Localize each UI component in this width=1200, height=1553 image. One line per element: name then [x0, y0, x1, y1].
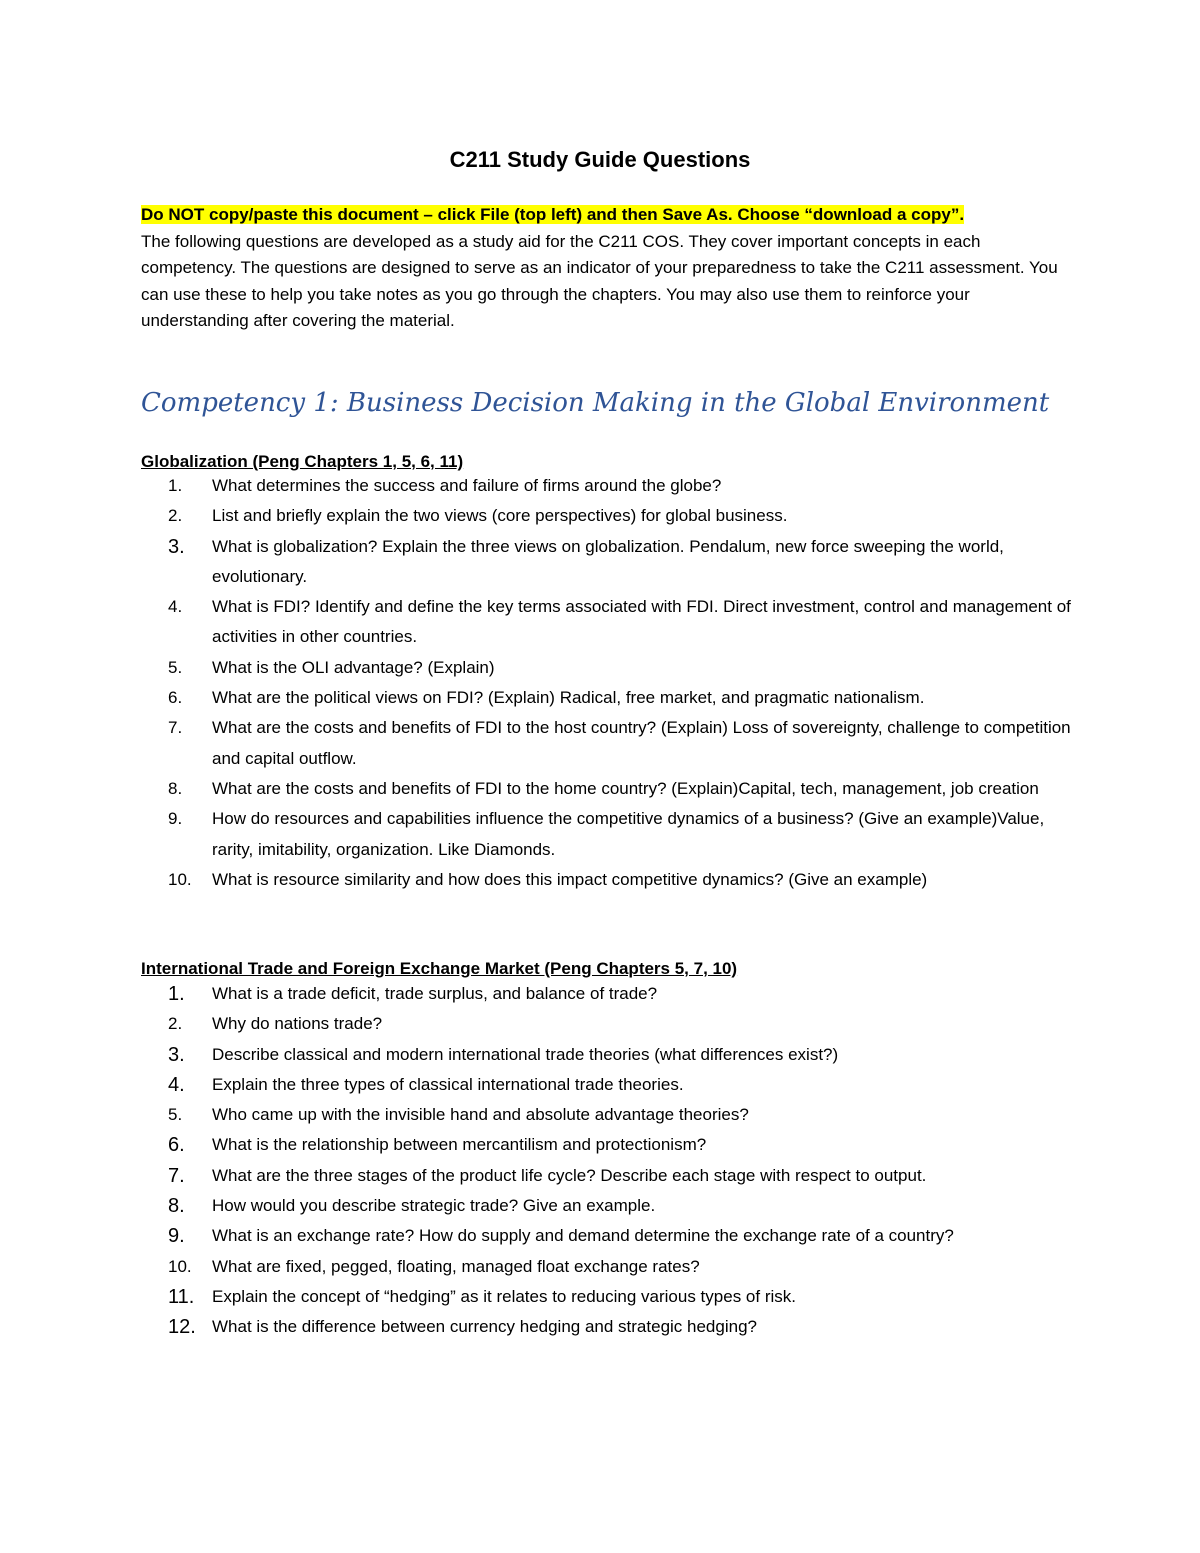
question-item — [141, 501, 1071, 531]
question-number: 4. — [168, 1073, 185, 1096]
question-text: What are the political views on FDI? (Explain) Radical, free market, and pragmatic nationalism. — [212, 688, 925, 708]
question-text: What is globalization? Explain the three views on globalization. Pendalum, new force sweeping the world, evolutionary. — [212, 536, 1004, 586]
question-text: What are the costs and benefits of FDI to the home country? (Explain)Capital, tech, management, job creation — [212, 778, 1039, 798]
question-number: 1. — [168, 983, 185, 1005]
question-text: How would you describe strategic trade? Give an example. — [212, 1196, 656, 1216]
question-item — [141, 1130, 1071, 1160]
question-text: What is a trade deficit, trade surplus, and balance of trade? — [212, 984, 658, 1003]
question-number: 12. — [168, 1316, 196, 1339]
question-item — [141, 471, 1071, 501]
question-item — [141, 774, 1071, 804]
question-text: What is the difference between currency hedging and strategic hedging? — [212, 1317, 757, 1337]
question-item — [141, 1312, 1071, 1342]
question-text: Describe classical and modern international trade theories (what differences exist?) — [212, 1044, 839, 1064]
question-item — [141, 683, 1071, 713]
question-text: What determines the success and failure of firms around the globe? — [212, 476, 722, 495]
question-number: 2. — [168, 1014, 183, 1034]
question-number: 4. — [168, 597, 183, 617]
question-item — [141, 1070, 1071, 1100]
question-number: 3. — [168, 535, 185, 558]
question-item — [141, 1100, 1071, 1130]
section-heading-international-trade: International Trade and Foreign Exchange Market (Peng Chapters 5, 7, 10) — [141, 959, 738, 978]
question-item — [141, 532, 1071, 593]
question-item — [141, 1221, 1071, 1251]
question-text: How do resources and capabilities influence the competitive dynamics of a business? (Give an example)Value, rarity, imitability, organization. Like Diamonds. — [212, 809, 1045, 859]
question-item — [141, 592, 1071, 653]
question-text: What are the three stages of the product life cycle? Describe each stage with respect to output. — [212, 1165, 927, 1185]
question-number: 11. — [168, 1285, 195, 1308]
question-number: 9. — [168, 809, 183, 829]
question-item — [141, 865, 1071, 895]
question-number: 3. — [168, 1043, 185, 1066]
question-number: 9. — [168, 1225, 185, 1248]
question-text: Why do nations trade? — [212, 1014, 383, 1034]
competency-heading: Competency 1: Business Decision Making in the Global Environment — [141, 388, 1050, 418]
copy-notice: Do NOT copy/paste this document – click File (top left) and then Save As. Choose “download a copy”. — [141, 205, 965, 224]
intro-text: The following questions are developed as a study aid for the C211 COS. They cover important concepts in each competency. The questions are designed to serve as an indicator of your preparedness to take the C211 assessment. You can use these to help you take notes as you go through the chapters. You may also use them to reinforce your understanding after covering the material. — [141, 231, 1058, 330]
question-text: List and briefly explain the two views (core perspectives) for global business. — [212, 506, 788, 526]
question-item — [141, 1161, 1071, 1191]
question-text: Explain the three types of classical international trade theories. — [212, 1074, 684, 1094]
question-text: What is resource similarity and how does this impact competitive dynamics? (Give an example) — [212, 869, 928, 889]
question-item — [141, 1040, 1071, 1070]
question-text: Who came up with the invisible hand and absolute advantage theories? — [212, 1105, 749, 1125]
question-item — [141, 653, 1071, 683]
question-item — [141, 1282, 1071, 1312]
question-item — [141, 1191, 1071, 1221]
question-number: 10. — [168, 869, 192, 889]
question-number: 6. — [168, 688, 183, 708]
question-text: What is an exchange rate? How do supply and demand determine the exchange rate of a country? — [212, 1226, 954, 1246]
question-number: 2. — [168, 506, 183, 526]
question-number: 7. — [168, 718, 183, 738]
question-text: What is the relationship between mercantilism and protectionism? — [212, 1135, 707, 1155]
trade-question-list — [141, 979, 1071, 1343]
question-number: 10. — [168, 1256, 192, 1276]
question-number: 5. — [168, 1105, 183, 1125]
question-number: 5. — [168, 657, 183, 677]
question-number: 7. — [168, 1164, 185, 1187]
intro-paragraph — [141, 202, 1061, 335]
question-item — [141, 713, 1071, 774]
document-title: C211 Study Guide Questions — [449, 147, 751, 172]
globalization-question-list — [141, 471, 1071, 895]
question-text: What is the OLI advantage? (Explain) — [212, 657, 495, 677]
question-number: 6. — [168, 1134, 185, 1157]
question-text: What are the costs and benefits of FDI to the host country? (Explain) Loss of sovereignty, challenge to competition and capital outflow. — [212, 718, 1071, 768]
question-number: 1. — [168, 476, 183, 495]
question-item — [141, 979, 1071, 1009]
question-text: Explain the concept of “hedging” as it relates to reducing various types of risk. — [212, 1286, 796, 1306]
question-text: What are fixed, pegged, floating, managed float exchange rates? — [212, 1256, 700, 1276]
question-number: 8. — [168, 1195, 185, 1218]
question-text: What is FDI? Identify and define the key terms associated with FDI. Direct investment, control and management of activities in other countries. — [212, 597, 1071, 647]
question-item — [141, 1252, 1071, 1282]
section-heading-globalization: Globalization (Peng Chapters 1, 5, 6, 11) — [141, 452, 464, 471]
question-item — [141, 1009, 1071, 1039]
question-number: 8. — [168, 778, 183, 798]
question-item — [141, 804, 1071, 865]
